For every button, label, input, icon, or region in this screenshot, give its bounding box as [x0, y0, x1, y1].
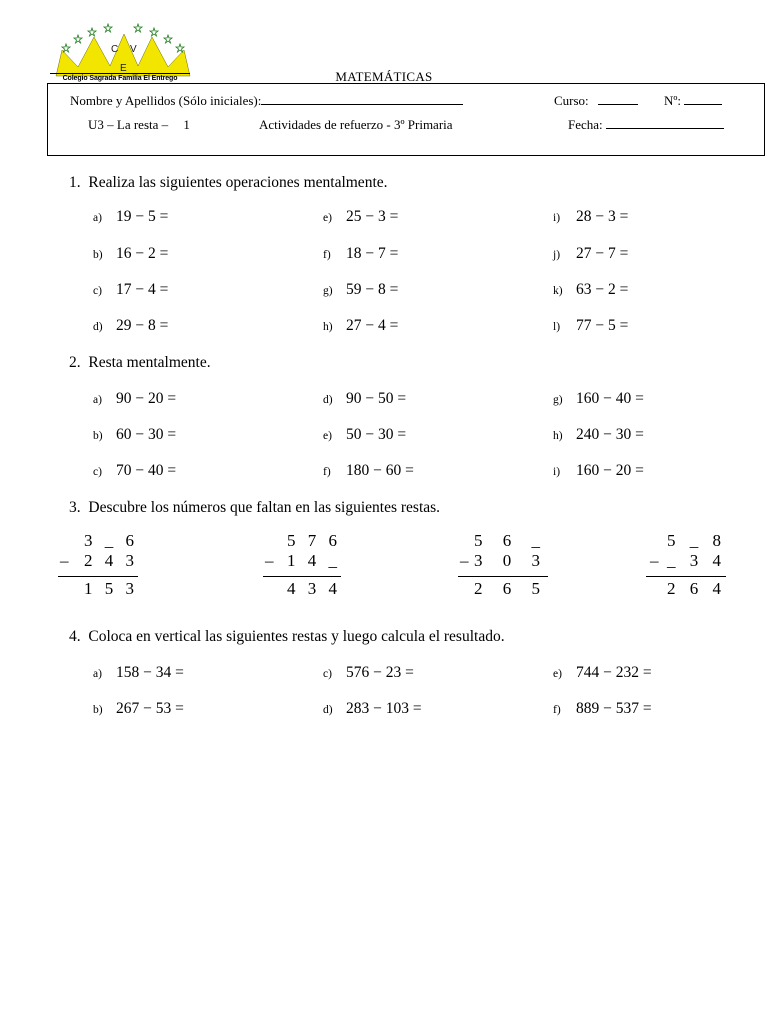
star-icon — [176, 44, 184, 52]
date-label: Fecha: — [568, 117, 603, 132]
subtrahend: 2 4 3 — [84, 551, 138, 570]
exercise-1j: j) 27 − 7 = — [553, 245, 629, 262]
vertical-subtraction-1 — [58, 531, 138, 599]
logo-letter-v: V — [130, 44, 137, 55]
exercise-1c: c) 17 − 4 = — [93, 281, 169, 298]
result-line — [458, 576, 548, 577]
star-icon — [104, 24, 112, 32]
name-field[interactable] — [70, 93, 463, 109]
section-1-title: 1. Realiza las siguientes operaciones mentalmente. — [69, 174, 388, 191]
unit-label: U3 – La resta – 1 — [88, 117, 190, 132]
exercise-4f: f) 889 − 537 = — [553, 700, 652, 717]
logo-letter-e: E — [120, 63, 127, 74]
star-icon — [134, 24, 142, 32]
exercise-1i: i) 28 − 3 = — [553, 208, 629, 225]
difference: 4 3 4 — [287, 579, 341, 598]
minuend: 5 _ 8 — [667, 531, 726, 550]
subject-title: MATEMÁTICAS — [335, 69, 433, 84]
subtrahend: 1 4 _ — [287, 551, 341, 570]
exercise-2a: a) 90 − 20 = — [93, 390, 177, 407]
minus-sign: – — [650, 551, 659, 570]
exercise-2d: d) 90 − 50 = — [323, 390, 407, 407]
difference: 2 6 4 — [667, 579, 726, 598]
school-name: Colegio Sagrada Familia El Entrego — [50, 73, 190, 84]
section-3-title: 3. Descubre los números que faltan en las siguientes restas. — [69, 499, 441, 516]
star-icon — [164, 35, 172, 43]
exercise-2f: f) 180 − 60 = — [323, 462, 414, 479]
exercise-2c: c) 70 − 40 = — [93, 462, 177, 479]
vertical-subtraction-3 — [458, 531, 548, 599]
exercise-1g: g) 59 − 8 = — [323, 281, 399, 298]
exercise-4a: a) 158 − 34 = — [93, 664, 184, 681]
minuend: 5 7 6 — [287, 531, 341, 550]
subtrahend: 3 0 3 — [474, 551, 548, 570]
exercise-1d: d) 29 − 8 = — [93, 317, 169, 334]
minus-sign: – — [60, 551, 69, 570]
star-icon — [74, 35, 82, 43]
result-line — [58, 576, 138, 577]
exercise-1l: l) 77 − 5 = — [553, 317, 629, 334]
exercise-1e: e) 25 − 3 = — [323, 208, 399, 225]
course-field[interactable] — [554, 93, 638, 109]
star-icon — [88, 28, 96, 36]
minuend: 3 _ 6 — [84, 531, 138, 550]
exercise-2e: e) 50 − 30 = — [323, 426, 407, 443]
exercise-1h: h) 27 − 4 = — [323, 317, 399, 334]
minus-sign: – — [460, 551, 469, 570]
course-blank[interactable] — [598, 93, 638, 105]
section-4-title: 4. Coloca en vertical las siguientes restas y luego calcula el resultado. — [69, 628, 505, 645]
exercise-1f: f) 18 − 7 = — [323, 245, 399, 262]
activity-label: Actividades de refuerzo - 3º Primaria — [259, 117, 453, 132]
star-icon — [62, 44, 70, 52]
exercise-2i: i) 160 − 20 = — [553, 462, 644, 479]
exercise-1k: k) 63 − 2 = — [553, 281, 629, 298]
number-field[interactable] — [664, 93, 722, 109]
date-field[interactable] — [568, 117, 724, 133]
exercise-4b: b) 267 − 53 = — [93, 700, 184, 717]
star-icon — [150, 28, 158, 36]
exercise-2b: b) 60 − 30 = — [93, 426, 177, 443]
exercise-2g: g) 160 − 40 = — [553, 390, 644, 407]
exercise-2h: h) 240 − 30 = — [553, 426, 644, 443]
minuend: 5 6 _ — [474, 531, 548, 550]
section-2-title: 2. Resta mentalmente. — [69, 354, 211, 371]
name-label: Nombre y Apellidos (Sólo iniciales): — [70, 93, 262, 108]
course-label: Curso: — [554, 93, 589, 108]
result-line — [646, 576, 726, 577]
difference: 1 5 3 — [84, 579, 138, 598]
date-blank[interactable] — [606, 117, 724, 129]
exercise-4c: c) 576 − 23 = — [323, 664, 414, 681]
exercise-1a: a) 19 − 5 = — [93, 208, 169, 225]
logo-letter-c: C — [111, 44, 119, 55]
name-blank[interactable] — [261, 93, 463, 105]
exercise-4d: d) 283 − 103 = — [323, 700, 422, 717]
number-blank[interactable] — [684, 93, 722, 105]
vertical-subtraction-4 — [646, 531, 726, 599]
unit-number: 1 — [183, 117, 190, 132]
difference: 2 6 5 — [474, 579, 548, 598]
subtrahend: _ 3 4 — [667, 551, 726, 570]
number-label: Nº: — [664, 93, 682, 108]
exercise-1b: b) 16 − 2 = — [93, 245, 169, 262]
minus-sign: – — [265, 551, 274, 570]
vertical-subtraction-2 — [263, 531, 341, 599]
result-line — [263, 576, 341, 577]
exercise-4e: e) 744 − 232 = — [553, 664, 652, 681]
